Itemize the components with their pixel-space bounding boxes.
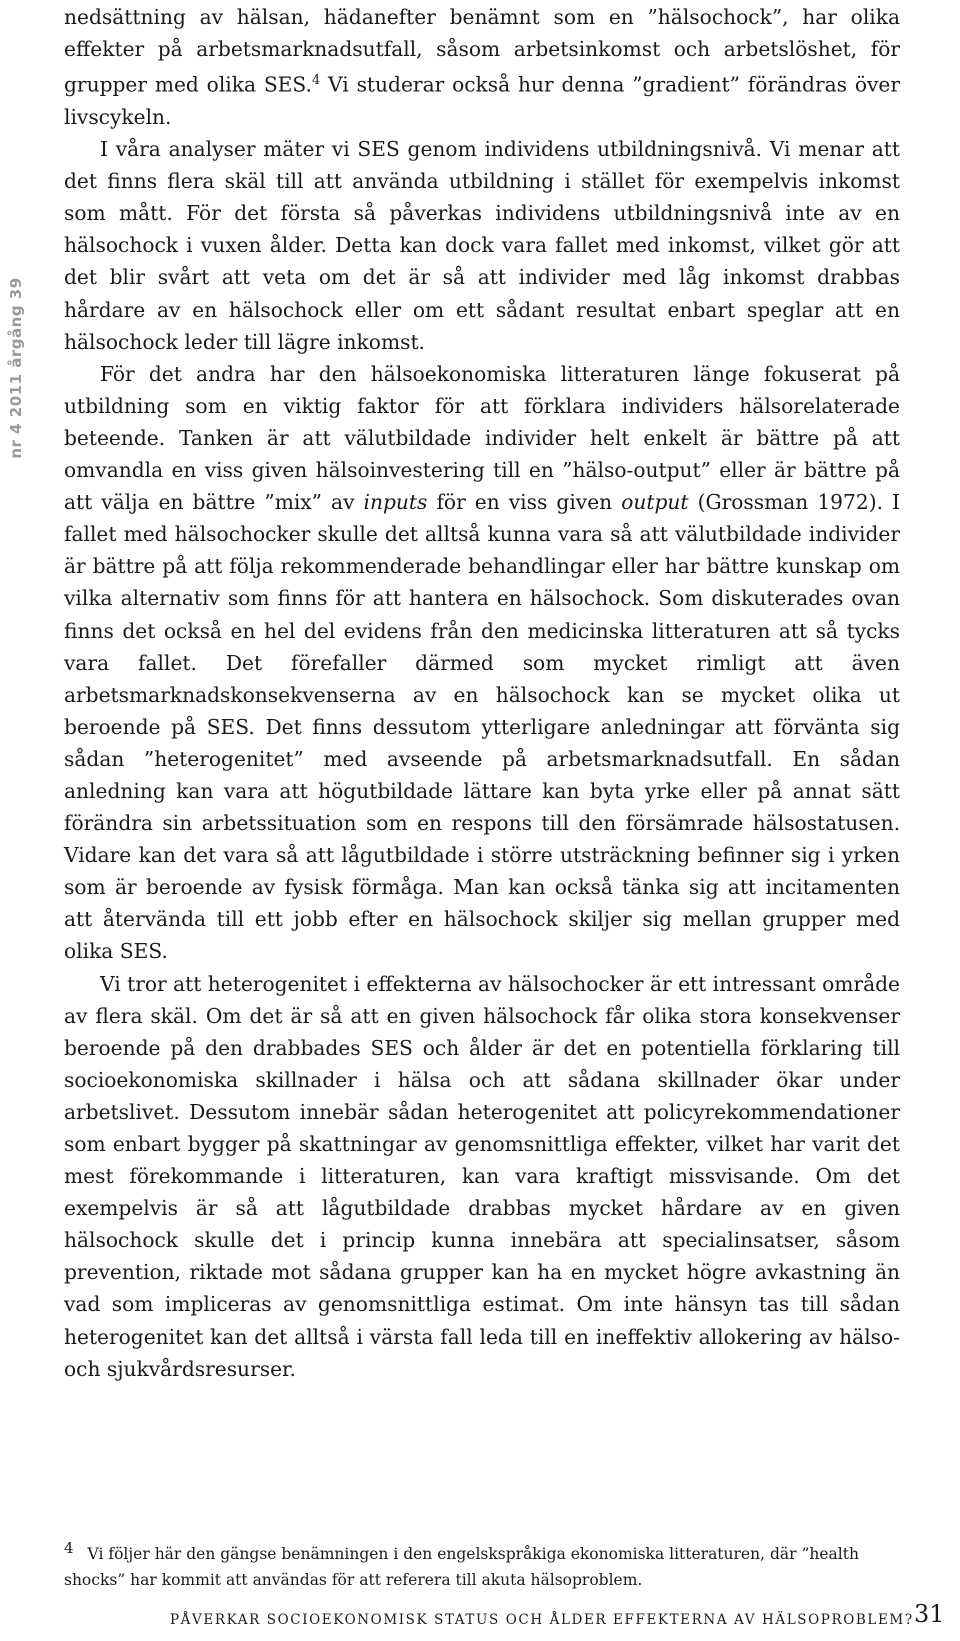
article-body bbox=[64, 0, 900, 1385]
paragraph-text: nedsättning av hälsan, hädanefter benämnt som en ”hälsochock”, har olika effekter på arbetsmarknadsutfall, såsom arbetsinkomst och arbetslöshet, för grupper med olika SES. bbox=[64, 5, 900, 97]
paragraph-text: Vi studerar också hur denna ”gradient” förändras över livscykeln. bbox=[64, 72, 900, 130]
paragraph: Vi tror att heterogenitet i effekterna av hälsochocker är ett intressant område av flera skäl. Om det är så att en given hälsochock får olika stora konsekvenser beroende på den drabbades SES och ålder är det en potentiella förklaring till socioekonomiska skillnader i hälsa och att sådana skillnader ökar under arbetslivet. Dessutom innebär sådan heterogenitet att policyrekommendationer som enbart bygger på skattningar av genomsnittliga effekter, vilket har varit det mest förekommande i litteraturen, kan vara kraftigt missvisande. Om det exempelvis är så att lågutbildade drabbas mycket hårdare av en given hälsochock skulle det i princip kunna innebära att specialinsatser, såsom prevention, riktade mot sådana grupper kan ha en mycket högre avkastning än vad som impliceras av genomsnittliga estimat. Om inte hänsyn tas till sådan heterogenitet kan det alltså i värsta fall leda till en ineffektiv allokering av hälso- och sjukvårdsresurser. bbox=[64, 971, 900, 1381]
footnote-number: 4 bbox=[64, 1538, 74, 1557]
paragraph-text: för en viss given bbox=[427, 490, 622, 515]
paragraph-continued bbox=[64, 1, 900, 133]
emphasis-term: output bbox=[621, 490, 689, 515]
journal-issue-label: nr 4 2011 årgång 39 bbox=[7, 277, 25, 459]
paragraph bbox=[64, 358, 900, 968]
paragraph-text: För det andra har den hälsoekonomiska litteraturen länge fokuserat på utbildning som en viktig faktor för att förklara individers hälsorelaterade beteende. Tanken är att välutbildade individer helt enkelt är bättre på att omvandla en viss given hälsoinvestering till en ”hälso-output” eller är bättre på att välja en bättre ”mix” av bbox=[64, 361, 900, 515]
footnote bbox=[64, 1538, 900, 1593]
running-footer-title: PÅVERKAR SOCIOEKONOMISK STATUS OCH ÅLDER EFFEKTERNA AV HÄLSOPROBLEM? bbox=[170, 1612, 914, 1628]
page-number: 31 bbox=[914, 1600, 945, 1628]
emphasis-term: inputs bbox=[363, 490, 428, 515]
paragraph-text: (Grossman 1972). I fallet med hälsochocker skulle det alltså kunna vara så att välutbildade individer är bättre på att följa rekommenderade behandlingar eller har bättre kunskap om vilka alternativ som finns för att hantera en hälsochock. Som diskuterades ovan finns det också en hel del evidens från den medicinska litteraturen att så tycks vara fallet. Det förefaller därmed som mycket rimligt att även arbetsmarknadskonsekvenserna av en hälsochock kan se mycket olika ut beroende på SES. Det finns dessutom ytterligare anledningar att förvänta sig sådan ”heterogenitet” med avseende på arbetsmarknadsutfall. En sådan anledning kan vara att högutbildade lättare kan byta yrke eller på annat sätt förändra sin arbetssituation som en respons till den försämrade hälsostatusen. Vidare kan det vara så att lågutbildade i större utsträckning befinner sig i yrken som är beroende av fysisk förmåga. Man kan också tänka sig att incitamenten att återvända till ett jobb efter en hälsochock skiljer sig mellan grupper med olika SES. bbox=[64, 490, 901, 964]
paragraph: I våra analyser mäter vi SES genom individens utbildningsnivå. Vi menar att det finns flera skäl till att använda utbildning i stället för exempelvis inkomst som mått. För det första så påverkas individens utbildningsnivå inte av en hälsochock i vuxen ålder. Detta kan dock vara fallet med inkomst, vilket gör att det blir svårt att veta om det är så att individer med låg inkomst drabbas hårdare av en hälsochock eller om ett sådant resultat enbart speglar att en hälsochock leder till lägre inkomst. bbox=[64, 137, 900, 354]
footnote-text: Vi följer här den gängse benämningen i den engelskspråkiga ekonomiska litteraturen, där ”health shocks” har kommit att användas för att referera till akuta hälsoproblem. bbox=[64, 1545, 859, 1589]
footnote-reference[interactable]: 4 bbox=[311, 73, 321, 89]
